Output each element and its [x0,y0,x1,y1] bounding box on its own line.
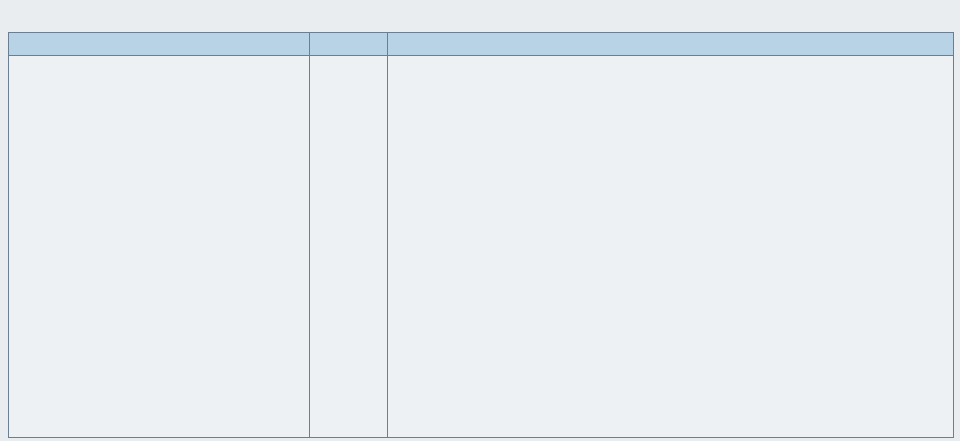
column-divider [387,33,388,437]
table-header [9,33,953,56]
title-bar [0,0,960,30]
column-divider [309,33,310,437]
fluids-table [8,32,954,438]
